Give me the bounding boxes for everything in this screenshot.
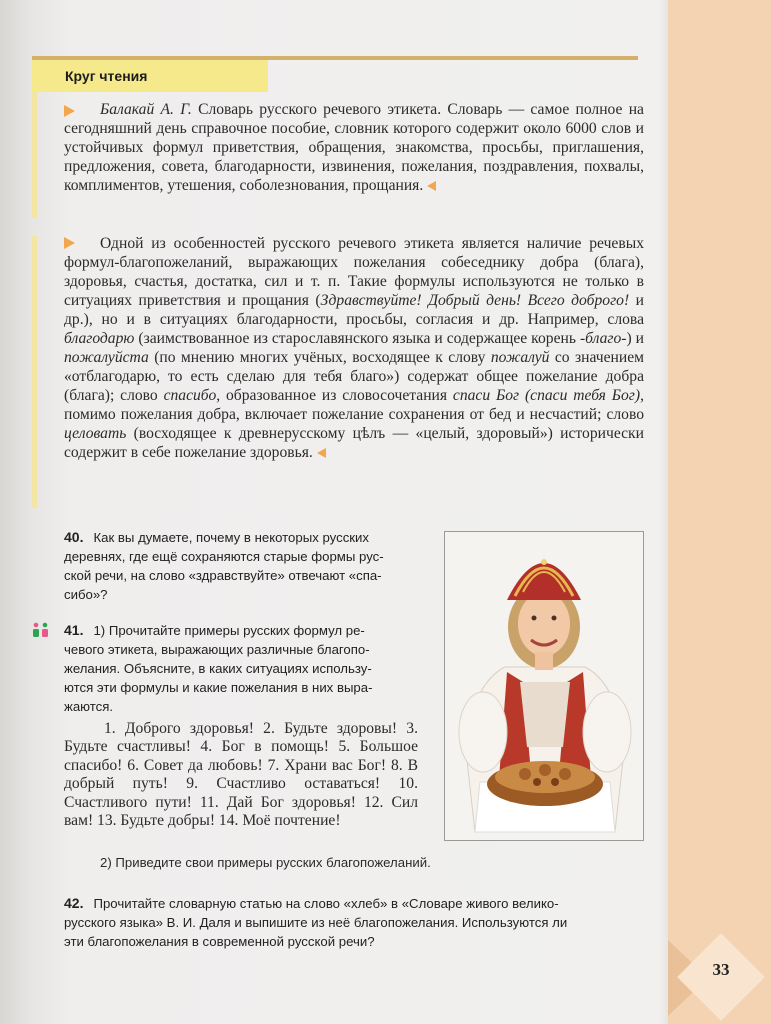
group-work-icon	[32, 622, 50, 638]
text-run: (заимствованное из старославянского языка и содержащее корень	[134, 330, 580, 347]
text-run: Одной из особенностей русского речевого этикета является наличие речевых формул-благопожеланий, выражающих пожелания собеседнику добра (блага), здоровья, счастья, достатка, сил и т. п. Такие формулы используются не только в ситуациях приветствия и прощания (	[64, 235, 644, 309]
exercise-41	[64, 621, 434, 716]
reading-paragraph-1	[64, 100, 644, 195]
author-name: Балакай А. Г.	[100, 101, 192, 118]
exercise-line: 1) Прочитайте примеры русских формул ре-	[93, 623, 365, 638]
italic-run: целовать	[64, 425, 127, 442]
text-run: — «целый, здоровый») исторически содержит в себе пожелание здоровья.	[64, 425, 644, 461]
exercise-line: желания. Объясните, в каких ситуациях использу-	[64, 661, 372, 676]
exercise-40	[64, 528, 434, 604]
paragraph-text: Словарь русского речевого этикета. Словарь — самое полное на сегодняшний день справочное пособие, словник которого содержит около 6000 слов и устойчивых формул приветствия, обращения, знакомства, просьбы, приглашения, предложения, совета, благодарности, извинения, пожелания, поздравления, похвалы, комплиментов, утешения, соболезнования, прощания.	[64, 101, 644, 194]
left-accent-bar	[32, 236, 37, 508]
italic-run: Здравствуйте! Добрый день! Всего доброго!	[320, 292, 630, 309]
exercise-line: ются эти формулы и какие пожелания в них выра-	[64, 680, 373, 695]
text-run: (по мнению многих учёных, восходящее к слову	[148, 349, 491, 366]
exercise-number: 40.	[64, 529, 84, 545]
text-run: , образованное из словосочетания	[216, 387, 453, 404]
photo-woman-with-bread	[444, 531, 644, 841]
text-run: ) и	[626, 330, 645, 347]
exercise-line: чевого этикета, выражающих различные благопо-	[64, 642, 370, 657]
wishes-list	[64, 720, 418, 830]
page-number: 33	[712, 960, 730, 979]
exercise-line: Прочитайте словарную статью на слово «хлеб» в «Словаре живого велико-	[93, 896, 559, 911]
exercise-41-task-2: 2) Приведите свои примеры русских благопожеланий.	[100, 855, 431, 870]
exercise-line: жаются.	[64, 699, 114, 714]
section-title: Круг чтения	[32, 60, 268, 92]
exercise-line: ской речи, на слово «здравствуйте» отвечают «спа-	[64, 568, 382, 583]
italic-run: спаси Бог (спаси тебя Бог)	[452, 387, 641, 404]
exercise-line: русского языка» В. И. Даля и выпишите из неё благопожелания. Используются ли	[64, 915, 568, 930]
exercise-line: сибо»?	[64, 587, 108, 602]
old-russian-word: цѣлъ	[352, 425, 386, 442]
left-accent-bar	[32, 92, 37, 218]
reading-paragraph-2	[64, 234, 644, 462]
exercise-number: 41.	[64, 622, 84, 638]
text-run: со значением «отблагодарю, то есть сделаю для тебя благо») содержат общее пожелание добра (блага); слово	[64, 349, 645, 404]
wishes-text: 1. Доброго здоровья! 2. Будьте здоровы! 3. Будьте счастливы! 4. Бог в помощь! 5. Большое спасибо! 6. Совет да любовь! 7. Храни вас Бог! 8. В добрый путь! 9. Счастливо оставаться! 10. Счастливого пути! 11. Дай Бог здоровья! 12. Сил вам! 13. Будьте добры! 14. Моё почтение!	[64, 720, 418, 830]
exercise-line: деревнях, где ещё сохраняются старые формы рус-	[64, 549, 384, 564]
italic-run: благодарю	[64, 330, 135, 347]
triangle-end-marker-icon	[427, 181, 436, 191]
exercise-line: Как вы думаете, почему в некоторых русских	[93, 530, 370, 545]
side-color-band	[668, 0, 771, 1024]
text-run: и др.), но и в ситуациях благодарности, просьбы, согласия и др. Например, слова	[64, 292, 644, 328]
italic-run: спасибо	[163, 387, 217, 404]
text-run: (восходящее к древнерусскому	[126, 425, 353, 442]
italic-run: пожалуй	[490, 349, 550, 366]
italic-run: -благо-	[579, 330, 627, 347]
woman-illustration	[445, 532, 643, 840]
triangle-end-marker-icon	[317, 448, 326, 458]
exercise-line: эти благопожелания в современной русской речи?	[64, 934, 375, 949]
italic-run: пожалуйста	[64, 349, 149, 366]
exercise-42	[64, 894, 654, 951]
text-run: , помимо пожелания добра, включает пожелание сохранения от бед и несчастий; слово	[64, 387, 644, 423]
exercise-number: 42.	[64, 895, 84, 911]
